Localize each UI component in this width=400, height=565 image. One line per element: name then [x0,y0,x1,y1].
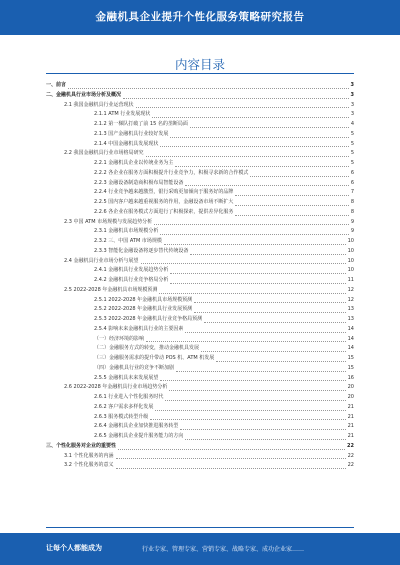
toc-entry[interactable] [46,237,354,247]
toc-entry[interactable] [46,413,354,423]
toc-entry[interactable] [46,149,354,159]
toc-entry-page: 8 [350,198,354,208]
toc-entry-label: 2.2.5 国内客户越来越重视服务的作用，金融设备市场不断扩大 [94,198,234,208]
toc-entry[interactable] [46,325,354,335]
toc-entry-page: 6 [350,169,354,179]
toc-entry-label: 2.1.2 第一梯队打破了前 15 名的垄断局面 [94,120,189,130]
toc-entry-label: 2.3 中国 ATM 市场规模与发展趋势分析 [64,218,153,228]
toc-entry[interactable] [46,296,354,306]
toc-entry-label: 2.6 2022-2028 年金融机具行业市场趋势分析 [64,383,168,393]
toc-entry[interactable] [46,276,354,286]
toc-entry[interactable] [46,442,354,452]
toc-leader-dots [190,122,349,128]
toc-entry-page: 13 [347,315,354,325]
toc-entry-page: 14 [347,344,354,354]
toc-leader-dots [250,171,348,177]
toc-leader-dots [180,424,345,430]
toc-leader-dots [185,434,345,440]
toc-entry[interactable] [46,393,354,403]
toc-leader-dots [170,268,345,274]
toc-leader-dots [154,219,349,225]
toc-leader-dots [235,200,348,206]
toc-entry-label: 2.5 2022-2028 年金融机具市场规模预测 [64,286,158,296]
toc-entry-page: 8 [350,208,354,218]
toc-entry-page: 21 [347,422,354,432]
toc-entry-label: 2.1 我国金融机具行业运营现状 [64,101,135,111]
footer-brand: 让每个人都能成为 [46,544,102,552]
toc-entry-page: 5 [350,159,354,169]
toc-entry-page: 20 [347,383,354,393]
toc-entry-page: 4 [350,120,354,130]
toc-leader-dots [165,395,345,401]
toc-leader-dots [160,229,348,235]
toc-leader-dots [235,210,348,216]
toc-leader-dots [176,366,346,372]
toc-leader-dots [146,151,349,157]
footer-slogan: 行业专家、管理专家、营销专家、战略专家、成功企业家…… [142,546,305,553]
toc-entry-label: 2.2.6 各企业在服务模式方面进行了积极探索，提供差异化服务 [94,208,234,218]
toc-entry-label: 2.4 金融机具行业市场分析与展望 [64,257,140,267]
page-header [0,0,400,35]
toc-leader-dots [141,258,346,264]
toc-leader-dots [123,93,349,99]
toc-entry-label: 2.4.1 金融机具行业发展趋势分析 [94,266,169,276]
toc-entry-label: 2.5.5 金融机具未来发展展望 [94,374,159,384]
toc-entry[interactable] [46,110,354,120]
toc-entry-page: 13 [347,305,354,315]
toc-entry[interactable] [46,169,354,179]
toc-leader-dots [116,453,346,459]
toc-entry-page: 15 [347,364,354,374]
toc-entry-label: 2.6.4 金融机具企业加快推进服务转型 [94,422,179,432]
toc-heading: 内容目录 [174,57,225,72]
toc-entry[interactable] [46,266,354,276]
toc-leader-dots [204,317,345,323]
toc-entry[interactable] [46,286,354,296]
toc-entry[interactable] [46,383,354,393]
toc-entry-page: 3 [350,81,354,91]
toc-entry-label: 2.2.4 行业竞争越来越激烈，银行采购更加倾向于服务好的品牌 [94,188,234,198]
toc-entry-page: 12 [347,296,354,306]
report-title: 金融机具企业提升个性化服务策略研究报告 [95,11,305,23]
toc-entry[interactable] [46,140,354,150]
toc-entry[interactable] [46,335,354,345]
toc-entry-label: 2.2.1 金融机具企业以传统业务为主 [94,159,174,169]
toc-entry-page: 20 [347,393,354,403]
toc-entry[interactable] [46,208,354,218]
footer-divider [46,527,354,528]
toc-entry-page: 11 [347,276,354,286]
toc-entry-page: 10 [347,266,354,276]
toc-leader-dots [118,444,345,450]
toc-leader-dots [175,161,348,167]
toc-entry[interactable] [46,101,354,111]
toc-entry-page: 7 [350,188,354,198]
toc-divider [46,73,354,74]
toc-entry-page: 15 [347,354,354,364]
toc-entry-page: 10 [347,247,354,257]
toc-entry-label: 2.1.1 ATM 行业发展现状 [94,110,151,120]
toc-entry[interactable] [46,91,354,101]
toc-entry[interactable] [46,344,354,354]
toc-entry-page: 22 [347,461,354,471]
toc-leader-dots [159,288,345,294]
toc-leader-dots [194,297,345,303]
toc-entry-label: 2.3.1 金融机具市场规模分析 [94,227,159,237]
toc-entry-label: 2.5.3 2022-2028 年金融机具行业竞争格局预测 [94,315,203,325]
toc-entry-label: 2.3.2 三、中国 ATM 市场规模 [94,237,163,247]
toc-entry-label: 2.6.2 客户需求多样化发展 [94,403,154,413]
toc-entry[interactable] [46,461,354,471]
toc-entry-page: 5 [350,130,354,140]
toc-entry-label: 2.6.3 服务模式转型升级 [94,413,149,423]
toc-entry-label: 2.6.5 金融机具企业提升服务能力的方向 [94,432,184,442]
toc-entry-page: 3 [350,110,354,120]
toc-entry-page: 9 [350,218,354,228]
toc-entry-page: 10 [347,237,354,247]
toc-entry-label: 2.2.3 金融设备制造商积极布局智能设备 [94,179,184,189]
toc-entry-page: 3 [350,101,354,111]
toc-entry[interactable] [46,188,354,198]
toc-entry-page: 5 [350,149,354,159]
toc-entry-label: 一、前言 [46,81,67,91]
toc-entry-page: 21 [347,432,354,442]
toc-leader-dots [185,180,348,186]
toc-entry[interactable] [46,364,354,374]
toc-leader-dots [150,414,345,420]
toc-entry-page: 9 [350,227,354,237]
toc-entry-page: 14 [347,325,354,335]
toc-entry-page: 21 [347,403,354,413]
toc-entry[interactable] [46,432,354,442]
toc-entry[interactable] [46,198,354,208]
toc-entry-label: 2.3.3 智能化金融设备将逐步替代传统设备 [94,247,189,257]
toc-entry[interactable] [46,403,354,413]
toc-entry[interactable] [46,227,354,237]
toc-entry[interactable] [46,257,354,267]
toc-entry[interactable] [46,315,354,325]
toc-entry[interactable] [46,218,354,228]
toc-entry[interactable] [46,159,354,169]
toc-entry[interactable] [46,81,354,91]
toc-entry-label: 2.5.4 影响未来金融机具行业的主要因素 [94,325,184,335]
toc-entry-page: 6 [350,179,354,189]
toc-entry-label: 2.5.2 2022-2028 年金融机具行业发展预测 [94,305,193,315]
toc-leader-dots [116,463,346,469]
toc-leader-dots [194,307,345,313]
toc-leader-dots [190,249,345,255]
toc-entry-label: （三）金融服务需求的提升带动 POS 机、ATM 机发展 [94,354,215,364]
toc-leader-dots [155,405,345,411]
toc-entry-page: 16 [347,374,354,384]
toc-entry-page: 12 [347,286,354,296]
toc-leader-dots [68,83,349,89]
toc-leader-dots [170,132,348,138]
toc-entry-page: 5 [350,140,354,150]
toc-leader-dots [170,278,345,284]
toc-entry-label: 二、金融机具行业市场分析及概况 [46,91,122,101]
toc-leader-dots [164,239,346,245]
toc-entry-label: 2.5.1 2022-2028 年金融机具市场规模预测 [94,296,193,306]
toc-entry-label: 3.2 个性化服务的意义 [64,461,115,471]
toc-entry-label: 三、个性化服务对企业的重要性 [46,442,117,452]
toc-entry-page: 22 [346,442,354,452]
toc-entry[interactable] [46,120,354,130]
toc-leader-dots [185,327,345,333]
toc-leader-dots [136,102,349,108]
toc-leader-dots [160,375,345,381]
toc-entry[interactable] [46,130,354,140]
page-footer [0,533,400,565]
toc-entry[interactable] [46,374,354,384]
toc-leader-dots [235,190,348,196]
toc-entry[interactable] [46,422,354,432]
toc-leader-dots [169,385,345,391]
table-of-contents [46,81,354,521]
toc-entry-label: （二）金融服务方式的转变，推动金融机具发展 [94,344,200,354]
toc-entry[interactable] [46,354,354,364]
toc-entry-page: 10 [347,257,354,267]
toc-entry[interactable] [46,179,354,189]
toc-entry-page: 14 [347,335,354,345]
toc-entry-label: 2.1.4 中国金融机具发展现状 [94,140,159,150]
toc-entry-label: 3.1 个性化服务的内涵 [64,452,115,462]
toc-leader-dots [152,112,349,118]
toc-entry-label: （四）金融机具行业的竞争不断加剧 [94,364,175,374]
toc-entry-label: 2.2.2 各企业在服务方面积极提升行业竞争力，积极寻求新的合作模式 [94,169,249,179]
toc-entry-label: 2.2 我国金融机具行业市场格局研究 [64,149,145,159]
toc-entry-label: （一）经济环境的影响 [94,335,145,345]
toc-entry-page: 21 [347,413,354,423]
toc-entry-label: 2.6.1 行业进入个性化服务时代 [94,393,164,403]
toc-leader-dots [201,346,346,352]
toc-leader-dots [160,141,348,147]
toc-entry[interactable] [46,452,354,462]
toc-entry-page: 3 [350,91,354,101]
toc-leader-dots [216,356,345,362]
toc-entry-label: 2.4.2 金融机具行业竞争格局分析 [94,276,169,286]
toc-entry-page: 22 [347,452,354,462]
toc-entry[interactable] [46,305,354,315]
toc-entry[interactable] [46,247,354,257]
toc-leader-dots [146,336,346,342]
toc-entry-label: 2.1.3 国产金融机具行业较好发展 [94,130,169,140]
